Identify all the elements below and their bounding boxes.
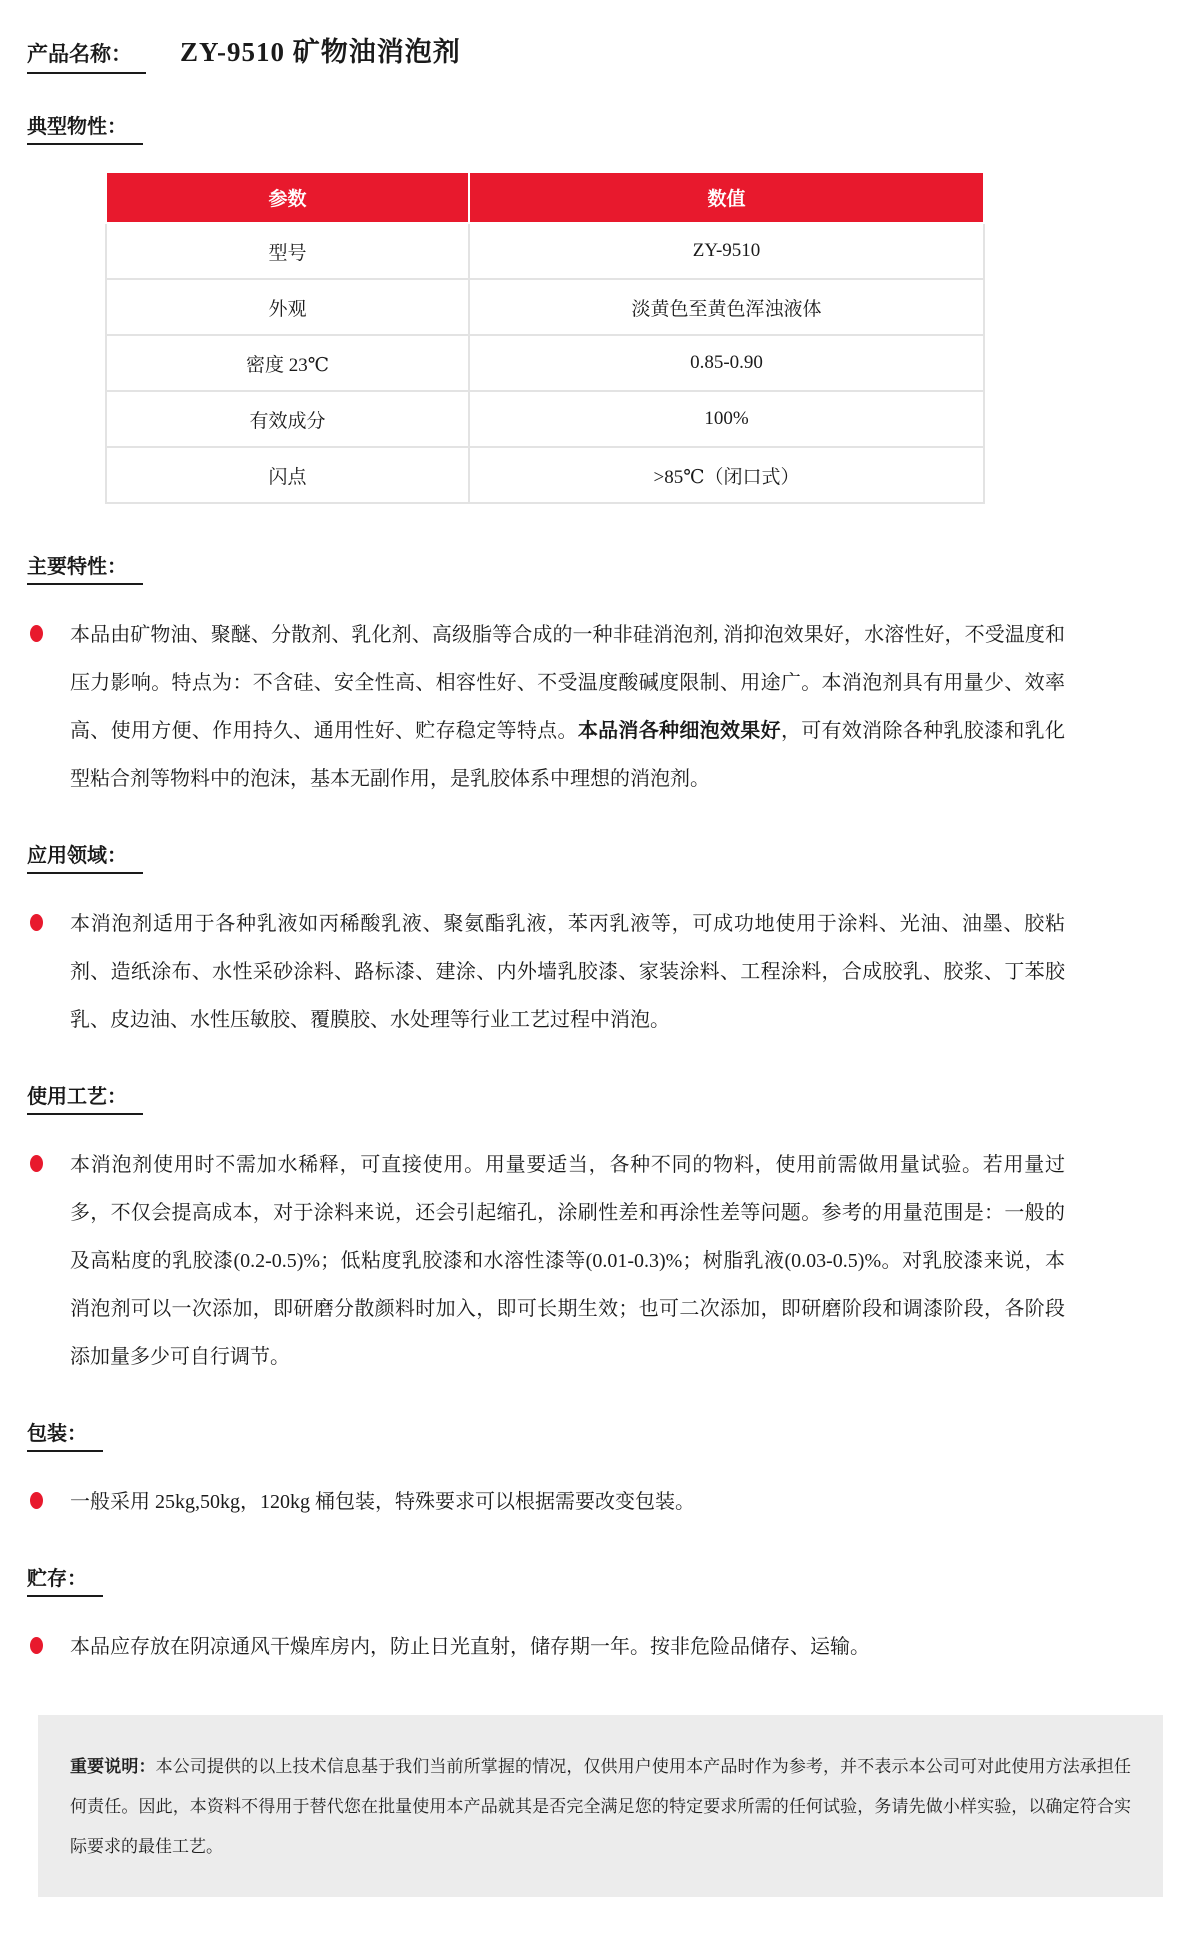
table-row bbox=[106, 447, 984, 503]
bullet-dot-icon bbox=[30, 914, 43, 931]
applications-heading-text: 应用领域： bbox=[27, 839, 143, 874]
disclaimer-box bbox=[38, 1715, 1163, 1897]
properties-table-head bbox=[106, 172, 984, 223]
packaging-bullet bbox=[70, 1478, 1065, 1526]
bullet-dot-icon bbox=[30, 625, 43, 642]
features-bullet bbox=[70, 611, 1065, 803]
storage-text: 本品应存放在阴凉通风干燥库房内，防止日光直射，储存期一年。按非危险品储存、运输。 bbox=[70, 1636, 870, 1658]
bullet-dot-icon bbox=[30, 1637, 43, 1654]
packaging-heading-text: 包装： bbox=[27, 1417, 103, 1452]
features-text-post: ，可有效消除各种乳胶漆和乳化型粘合剂等物料中的泡沫，基本无副作用，是乳胶体系中理想的消泡剂。 bbox=[70, 720, 1065, 790]
table-cell: 0.85-0.90 bbox=[469, 335, 984, 391]
section-heading-properties bbox=[27, 110, 143, 145]
packaging-text: 一般采用 25kg,50kg，120kg 桶包装，特殊要求可以根据需要改变包装。 bbox=[70, 1491, 695, 1513]
bullet-dot-icon bbox=[30, 1492, 43, 1509]
product-name-label: 产品名称： bbox=[27, 38, 146, 74]
features-text bbox=[70, 611, 1065, 803]
table-header-parameter: 参数 bbox=[106, 172, 469, 223]
features-heading-text: 主要特性： bbox=[27, 550, 143, 585]
table-cell: >85℃（闭口式） bbox=[469, 447, 984, 503]
usage-heading-text: 使用工艺： bbox=[27, 1080, 143, 1115]
table-cell: ZY-9510 bbox=[469, 223, 984, 279]
title-row bbox=[27, 30, 1200, 74]
table-row bbox=[106, 279, 984, 335]
table-cell: 密度 23℃ bbox=[106, 335, 469, 391]
section-heading-packaging bbox=[27, 1417, 103, 1452]
storage-heading-text: 贮存： bbox=[27, 1562, 103, 1597]
properties-heading-text: 典型物性： bbox=[27, 110, 143, 145]
section-heading-features bbox=[27, 550, 143, 585]
properties-table-body bbox=[106, 223, 984, 503]
usage-bullet bbox=[70, 1141, 1065, 1381]
bullet-dot-icon bbox=[30, 1155, 43, 1172]
disclaimer-text: 本公司提供的以上技术信息基于我们当前所掌握的情况，仅供用户使用本产品时作为参考，并不表示本公司可对此使用方法承担任何责任。因此，本资料不得用于替代您在批量使用本产品就其是否完全满足您的特定要求所需的任何试验，务请先做小样实验，以确定符合实际要求的最佳工艺。 bbox=[70, 1757, 1132, 1856]
table-row bbox=[106, 335, 984, 391]
usage-text: 本消泡剂使用时不需加水稀释，可直接使用。用量要适当，各种不同的物料，使用前需做用量试验。若用量过多，不仅会提高成本，对于涂料来说，还会引起缩孔，涂刷性差和再涂性差等问题。参考的用量范围是：一般的及高粘度的乳胶漆(0.2-0.5)%；低粘度乳胶漆和水溶性漆等(0.01-0.3)%；树脂乳液(0.03-0.5)%。对乳胶漆来说，本消泡剂可以一次添加，即研磨分散颜料时加入，即可长期生效；也可二次添加，即研磨阶段和调漆阶段，各阶段添加量多少可自行调节。 bbox=[70, 1154, 1065, 1368]
section-heading-usage bbox=[27, 1080, 143, 1115]
table-cell: 外观 bbox=[106, 279, 469, 335]
section-heading-applications bbox=[27, 839, 143, 874]
table-cell: 型号 bbox=[106, 223, 469, 279]
table-header-row bbox=[106, 172, 984, 223]
table-cell: 有效成分 bbox=[106, 391, 469, 447]
table-header-value: 数值 bbox=[469, 172, 984, 223]
table-row bbox=[106, 391, 984, 447]
storage-bullet bbox=[70, 1623, 1065, 1671]
disclaimer-label: 重要说明： bbox=[70, 1757, 156, 1776]
applications-bullet bbox=[70, 900, 1065, 1044]
features-text-bold: 本品消各种细泡效果好 bbox=[577, 720, 781, 742]
applications-text: 本消泡剂适用于各种乳液如丙稀酸乳液、聚氨酯乳液，苯丙乳液等，可成功地使用于涂料、光油、油墨、胶粘剂、造纸涂布、水性采砂涂料、路标漆、建涂、内外墙乳胶漆、家装涂料、工程涂料，合成胶乳、胶浆、丁苯胶乳、皮边油、水性压敏胶、覆膜胶、水处理等行业工艺过程中消泡。 bbox=[70, 913, 1065, 1031]
table-cell: 100% bbox=[469, 391, 984, 447]
table-cell: 淡黄色至黄色浑浊液体 bbox=[469, 279, 984, 335]
features-text-pre: 本品由矿物油、聚醚、分散剂、乳化剂、高级脂等合成的一种非硅消泡剂, 消抑泡效果好，水溶性好，不受温度和压力影响。特点为：不含硅、安全性高、相容性好、不受温度酸碱度限制、用途广。本消泡剂具有用量少、效率高、使用方便、作用持久、通用性好、贮存稳定等特点。 bbox=[70, 624, 1065, 742]
properties-table bbox=[105, 171, 985, 504]
table-cell: 闪点 bbox=[106, 447, 469, 503]
page-title: ZY-9510 矿物油消泡剂 bbox=[180, 37, 461, 67]
section-heading-storage bbox=[27, 1562, 103, 1597]
table-row bbox=[106, 223, 984, 279]
